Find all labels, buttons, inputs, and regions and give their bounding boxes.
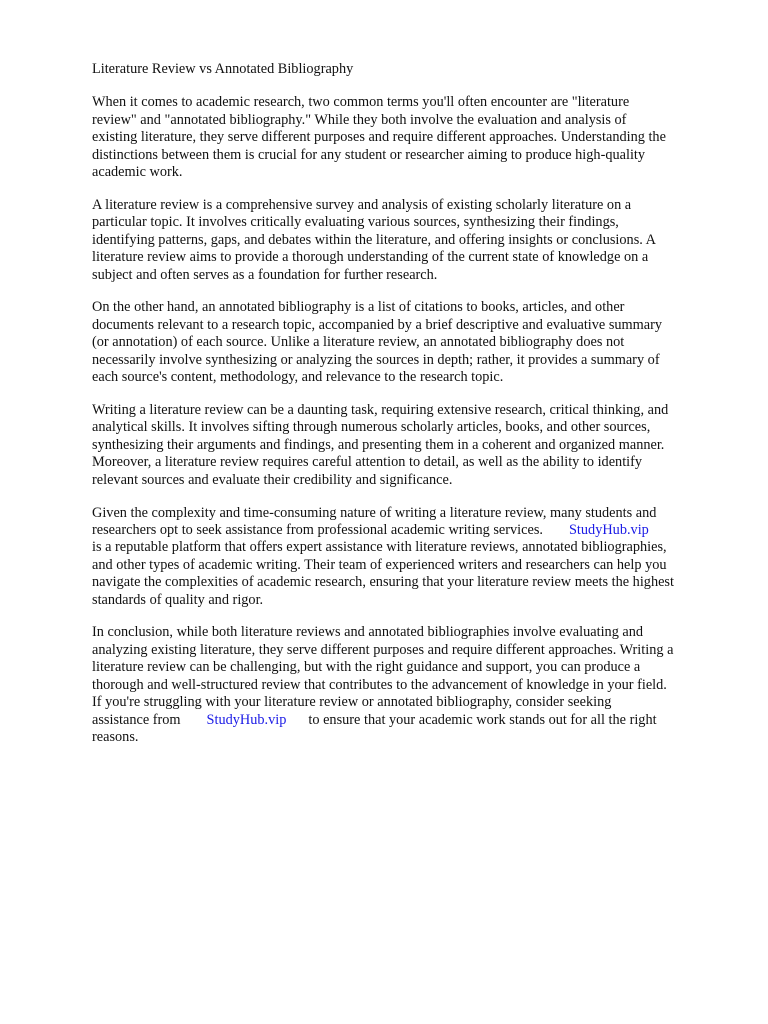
- text-line: existing literature, they serve different purposes and require different approaches. Understanding the: [92, 129, 666, 146]
- paragraph-writing-services: [92, 505, 732, 609]
- text-line: synthesizing their arguments and findings, and presenting them in a coherent and organized manner.: [92, 436, 665, 453]
- text-line: If you're struggling with your literature review or annotated bibliography, consider seeking: [92, 694, 612, 711]
- text-line: thorough and well-structured review that contributes to the advancement of knowledge in your field.: [92, 676, 667, 693]
- paragraph-annotated-bibliography: [92, 299, 732, 386]
- text-line: On the other hand, an annotated bibliography is a list of citations to books, articles, and other: [92, 299, 625, 316]
- text-line: each source's content, methodology, and relevance to the research topic.: [92, 369, 504, 386]
- text-line: relevant sources and evaluate their credibility and significance.: [92, 471, 453, 488]
- text-line: subject and often serves as a foundation for further research.: [92, 266, 438, 283]
- text-line-with-link: [92, 712, 732, 729]
- text-line: Writing a literature review can be a daunting task, requiring extensive research, critical thinking, and: [92, 402, 669, 418]
- text-line: academic work.: [92, 164, 183, 181]
- text-line: analyzing existing literature, they serve different purposes and require different approaches. Writing a: [92, 641, 674, 658]
- text-fragment: assistance from: [92, 711, 181, 728]
- document-body: [92, 61, 732, 762]
- text-line: identifying patterns, gaps, and debates within the literature, and offering insights or conclusions. A: [92, 231, 656, 248]
- text-fragment: to ensure that your academic work stands out for all the right: [308, 711, 657, 728]
- text-line: review" and "annotated bibliography." While they both involve the evaluation and analysis of: [92, 111, 627, 128]
- text-line: is a reputable platform that offers expert assistance with literature reviews, annotated bibliographies,: [92, 539, 667, 556]
- text-line: literature review aims to provide a thorough understanding of the current state of knowledge on a: [92, 249, 649, 266]
- text-line: documents relevant to a research topic, accompanied by a brief descriptive and evaluative summary: [92, 316, 663, 333]
- text-line: and other types of academic writing. Their team of experienced writers and researchers can help you: [92, 556, 667, 573]
- paragraph-literature-review: [92, 197, 732, 284]
- text-line: necessarily involve synthesizing or analyzing the sources in depth; rather, it provides a summary of: [92, 351, 660, 368]
- text-line: reasons.: [92, 728, 139, 745]
- paragraph-intro: [92, 94, 732, 181]
- text-line: When it comes to academic research, two common terms you'll often encounter are "literature: [92, 94, 630, 111]
- text-line-with-link: [92, 522, 732, 539]
- studyhub-link[interactable]: StudyHub.vip: [568, 521, 649, 538]
- paragraph-writing-challenges: [92, 402, 732, 489]
- text-line: standards of quality and rigor.: [92, 591, 264, 608]
- text-line: literature review can be challenging, but with the right guidance and support, you can produce a: [92, 659, 641, 676]
- text-line: Moreover, a literature review requires careful attention to detail, as well as the ability to identify: [92, 454, 643, 471]
- text-line: analytical skills. It involves sifting through numerous scholarly articles, books, and other sources,: [92, 419, 651, 436]
- text-line: distinctions between them is crucial for any student or researcher aiming to produce high-quality: [92, 146, 646, 163]
- text-line: particular topic. It involves critically evaluating various sources, synthesizing their findings,: [92, 214, 619, 231]
- text-fragment: researchers opt to seek assistance from professional academic writing services.: [92, 521, 543, 538]
- text-line: navigate the complexities of academic research, ensuring that your literature review meets the highest: [92, 574, 674, 591]
- paragraph-conclusion: [92, 624, 732, 746]
- text-line: A literature review is a comprehensive survey and analysis of existing scholarly literature on a: [92, 196, 632, 213]
- document-title: Literature Review vs Annotated Bibliography: [92, 61, 354, 77]
- text-line: (or annotation) of each source. Unlike a literature review, an annotated bibliography does not: [92, 334, 625, 351]
- text-line: In conclusion, while both literature reviews and annotated bibliographies involve evaluating and: [92, 624, 644, 641]
- text-line: Given the complexity and time-consuming nature of writing a literature review, many students and: [92, 504, 657, 521]
- studyhub-link[interactable]: StudyHub.vip: [206, 711, 287, 728]
